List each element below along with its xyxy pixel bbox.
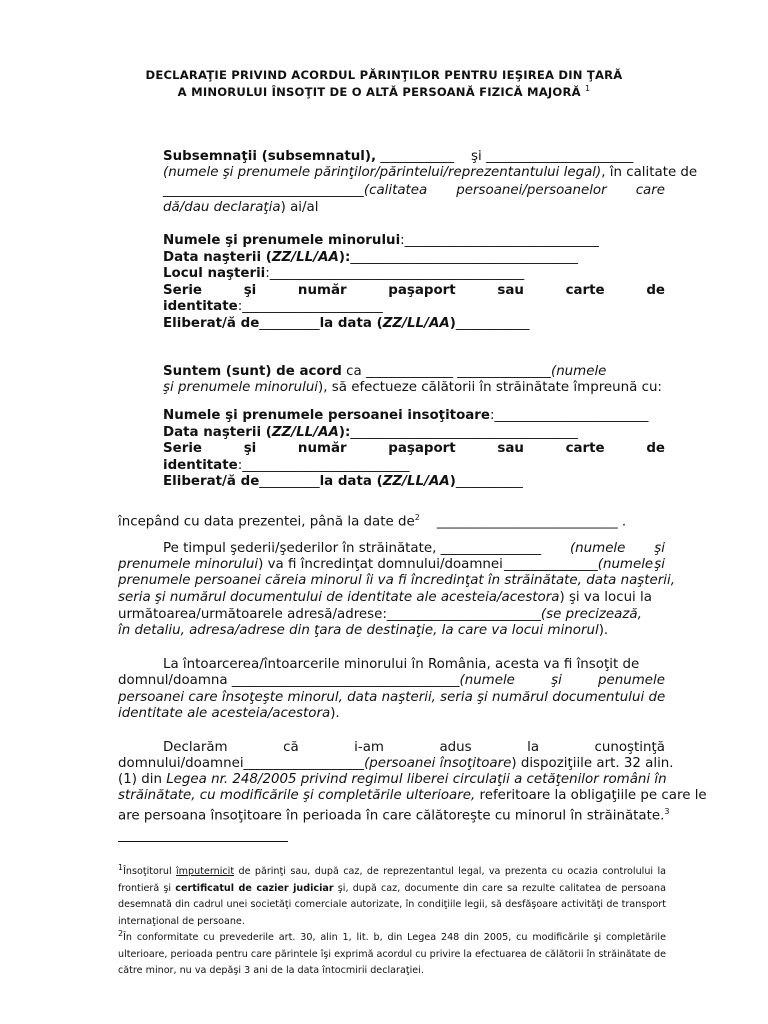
agree-hint-2: şi prenumele minorului bbox=[163, 380, 319, 395]
parent-name-blank-1[interactable]: ___________ bbox=[380, 149, 455, 164]
document-title-line-1: DECLARAŢIE PRIVIND ACORDUL PĂRINŢILOR PENTRU IEŞIREA DIN ŢARĂ bbox=[145, 68, 623, 82]
minor-name-label: Numele şi prenumele minorului bbox=[163, 233, 401, 248]
declare-law-title-2: străinătate, cu modificările şi completările ulterioare, bbox=[118, 788, 476, 803]
declare-companion-blank[interactable]: __________________ bbox=[243, 756, 365, 771]
declare-footnote-ref: 3 bbox=[664, 807, 670, 816]
in-capacity-text: , în calitate de bbox=[601, 165, 698, 180]
return-line-1: La întoarcerea/întoarcerile minorului în România, acesta va fi însoţit de bbox=[163, 657, 640, 672]
declare-obligations-text: referitoare la obligaţiile pe care le bbox=[475, 788, 707, 803]
carte-word: carte bbox=[565, 441, 605, 456]
declare-word-5: la bbox=[527, 740, 540, 755]
subsemnatii-label: Subsemnaţii (subsemnatul), bbox=[163, 149, 377, 164]
return-end: ). bbox=[330, 706, 340, 721]
declare-line-5 bbox=[118, 804, 669, 824]
title-line-2-text: A MINORULUI ÎNSOŢIT DE O ALTĂ PERSOANĂ FIZICĂ MAJORĂ bbox=[177, 84, 581, 99]
stay-live-text: ) şi va locui la bbox=[559, 590, 652, 605]
companion-dob-field[interactable] bbox=[163, 425, 578, 441]
footnote-2-mark: 2 bbox=[118, 929, 124, 938]
companion-serie-row bbox=[163, 441, 665, 457]
serie-word: Serie bbox=[163, 283, 203, 298]
companion-dob-blank[interactable]: __________________________________ bbox=[350, 425, 578, 440]
companion-id-blank[interactable]: :_________________________ bbox=[237, 458, 410, 473]
capacity-blank[interactable]: ______________________________(calitatea bbox=[163, 183, 428, 198]
minor-pob-label: Locul naşterii bbox=[163, 266, 266, 281]
stay-end: ). bbox=[598, 623, 609, 638]
stay-address-hint-2: în detaliu, adresa/adrese din ţara de destinaţie, la care va locui minorul bbox=[118, 623, 599, 638]
agree-line-2 bbox=[163, 380, 662, 396]
intro-line-2 bbox=[163, 165, 697, 181]
declare-dom-label: domnului/doamnei bbox=[118, 756, 244, 771]
minor-issued-label: Eliberat/ă de bbox=[163, 316, 260, 331]
companion-issued-label: Eliberat/ă de bbox=[163, 474, 260, 489]
stay-hint-id: seria şi numărul documentului de identitate ale acesteia/acestora bbox=[118, 590, 560, 605]
agree-travel-text: ), să efectueze călătorii în străinătate împreună cu: bbox=[318, 380, 662, 395]
de-word: de bbox=[646, 441, 665, 456]
footnote-1-mark: 1 bbox=[118, 863, 124, 872]
return-hint-id: identitate ale acesteia/acestora bbox=[118, 706, 331, 721]
stay-line-5 bbox=[118, 607, 642, 623]
ca-word: ca bbox=[341, 364, 366, 379]
footnote-1-record: certificatul de cazier judiciar bbox=[175, 882, 334, 894]
period-end-date-blank[interactable]: ___________________________ . bbox=[436, 514, 627, 530]
minor-name-field[interactable] bbox=[163, 233, 599, 249]
footnote-1: $^1$Însoţitorul împuternicit de părinţi sau, după caz, de reprezentantul legal, va prezenta cu ocazia controlului la frontieră şi certificatul de cazier judiciar şi, după caz, documente din care sa rezulte calitatea de persoana desemnată din cadrul unei societăţi comerciale autorizate, în condiţiile legii, să desfăşoare activităţi de transport internaţional de persoane. bbox=[118, 863, 667, 927]
pasaport-word: paşaport bbox=[388, 441, 456, 456]
companion-id-label: identitate bbox=[163, 458, 238, 473]
intro-line-1 bbox=[163, 149, 633, 165]
stay-hint-numele: (numele bbox=[569, 541, 626, 556]
agree-label: Suntem (sunt) de acord bbox=[163, 364, 342, 379]
and-word: şi bbox=[471, 149, 482, 164]
intro-line-3 bbox=[163, 183, 665, 199]
capacity-hint-b: persoanei/persoanelor bbox=[456, 183, 607, 198]
agree-hint-1: (numele bbox=[550, 364, 607, 379]
minor-dob-field[interactable] bbox=[163, 250, 578, 266]
minor-issued-by-blank[interactable]: _________ bbox=[259, 316, 320, 331]
footnote-1-empowered: împuternicit bbox=[176, 866, 235, 878]
declare-line-3 bbox=[118, 772, 667, 788]
stay-address-hint: (se precizează, bbox=[540, 607, 642, 622]
declare-word-4: adus bbox=[439, 740, 472, 755]
minor-issued-date-label: la data (ZZ/LL/AA) bbox=[319, 316, 456, 331]
declare-word-1: Declarăm bbox=[163, 740, 228, 755]
period-footnote-ref: 2 bbox=[414, 513, 420, 522]
minor-pob-field[interactable] bbox=[163, 266, 524, 282]
agree-line-1 bbox=[163, 364, 606, 380]
declare-word-6: cunoştinţă bbox=[594, 740, 665, 755]
return-line-2 bbox=[118, 673, 665, 689]
stay-line-2 bbox=[118, 557, 665, 573]
pasaport-word: paşaport bbox=[388, 283, 456, 298]
stay-line-1 bbox=[163, 541, 665, 557]
minor-name-blank[interactable]: :_____________________________ bbox=[400, 233, 599, 248]
agree-minor-blank[interactable]: _____________ ______________ bbox=[365, 364, 551, 379]
companion-id-field[interactable] bbox=[163, 458, 410, 474]
si-word: şi bbox=[243, 283, 257, 298]
minor-issued-field[interactable] bbox=[163, 316, 529, 332]
intro-line-4 bbox=[163, 200, 318, 216]
declare-line-1 bbox=[163, 740, 665, 756]
minor-dob-label: Data naşterii (ZZ/LL/AA): bbox=[163, 250, 351, 265]
return-hint-si: şi bbox=[551, 673, 562, 688]
declare-end-text: are persoana însoţitoare în perioada în care călătoreşte cu minorul în străinătate. bbox=[118, 808, 665, 824]
numar-word: număr bbox=[297, 441, 347, 456]
stay-minor-blank[interactable]: _______________ bbox=[440, 541, 542, 556]
numar-word: număr bbox=[297, 283, 347, 298]
return-companion-blank[interactable]: __________________________________ bbox=[231, 673, 460, 688]
stay-hint-si-2: şi bbox=[654, 557, 665, 572]
document-title-line-2 bbox=[0, 84, 768, 99]
declare-word-2: că bbox=[283, 740, 299, 755]
minor-dob-blank[interactable]: __________________________________ bbox=[350, 250, 578, 265]
companion-issued-by-blank[interactable]: _________ bbox=[259, 474, 320, 489]
return-line-4 bbox=[118, 706, 340, 722]
companion-issued-date-label: la data (ZZ/LL/AA) bbox=[319, 474, 456, 489]
minor-id-field[interactable] bbox=[163, 299, 383, 315]
stay-companion-blank[interactable]: ______________(numele bbox=[504, 557, 654, 572]
ai-al-text: ) ai/al bbox=[280, 200, 319, 215]
return-text-2: domnul/doamna __________________________________(numele bbox=[118, 673, 515, 688]
declare-companion-hint: (persoanei însoţitoare bbox=[364, 756, 512, 771]
minor-id-label: identitate bbox=[163, 299, 238, 314]
parent-name-blank-2[interactable]: ______________________ bbox=[486, 149, 634, 164]
companion-name-field[interactable] bbox=[163, 408, 649, 424]
sau-word: sau bbox=[497, 441, 524, 456]
stay-line-3: prenumele persoanei căreia minorul îi va fi încredinţat în străinătate, data naşterii, bbox=[118, 573, 675, 588]
stay-line-6 bbox=[118, 623, 608, 639]
title-footnote-ref: 1 bbox=[585, 84, 591, 93]
serie-word: Serie bbox=[163, 441, 203, 456]
minor-serie-row bbox=[163, 283, 665, 299]
companion-dob-label: Data naşterii (ZZ/LL/AA): bbox=[163, 425, 351, 440]
de-word: de bbox=[646, 283, 665, 298]
capacity-hint-c: care bbox=[635, 183, 665, 198]
minor-issued-date-blank[interactable]: ___________ bbox=[455, 316, 530, 331]
companion-name-label: Numele şi prenumele persoanei insoţitoare bbox=[163, 408, 490, 423]
return-line-3: persoanei care însoţeşte minorul, data naşterii, seria şi numărul documentului de bbox=[118, 690, 666, 705]
carte-word: carte bbox=[565, 283, 605, 298]
footnote-2: $^2$În conformitate cu prevederile art. 30, alin 1, lit. b, din Legea 248 din 2005, cu modificările şi completările ulterioare, perioada pentru care părintele îşi exprimă acordul cu privire la efectuarea de călătorii în străinătate de către minor, nu va depăşi 3 ani de la data întocmirii declaraţiei. bbox=[118, 929, 666, 977]
sau-word: sau bbox=[497, 283, 524, 298]
stay-address-blank[interactable]: _______________________ bbox=[386, 607, 541, 622]
declare-art-text: ) dispoziţiile art. 32 alin. bbox=[511, 756, 674, 771]
stay-text-2: prenumele minorului) va fi încredinţat domnului/doamnei bbox=[118, 557, 503, 572]
declare-from-text: (1) din bbox=[118, 772, 167, 787]
stay-hint-si: şi bbox=[654, 541, 665, 556]
si-word: şi bbox=[243, 441, 257, 456]
declare-law-title: Legea nr. 248/2005 privind regimul liberei circulaţii a cetăţenilor români în bbox=[166, 772, 667, 787]
declare-word-3: i-am bbox=[354, 740, 384, 755]
period-line bbox=[118, 510, 626, 530]
footnote-separator bbox=[118, 841, 288, 842]
parents-names-hint: (numele şi prenumele părinţilor/părintelui/reprezentantului legal) bbox=[163, 165, 602, 180]
minor-pob-blank[interactable]: :______________________________________ bbox=[265, 266, 525, 281]
stay-address-label: următoarea/următoarele adresă/adrese: bbox=[118, 607, 387, 622]
companion-issued-field[interactable] bbox=[163, 474, 523, 490]
declarant-hint: dă/dau declaraţia bbox=[163, 200, 281, 215]
minor-id-blank[interactable]: :_____________________ bbox=[237, 299, 383, 314]
declare-line-2 bbox=[118, 756, 674, 772]
declare-line-4 bbox=[118, 788, 707, 804]
companion-issued-date-blank[interactable]: __________ bbox=[455, 474, 523, 489]
companion-name-blank[interactable]: :_______________________ bbox=[490, 408, 649, 423]
stay-line-4 bbox=[118, 590, 652, 606]
return-hint-penumele: penumele bbox=[598, 673, 665, 688]
stay-text-1: Pe timpul şederii/şederilor în străinătate, _______________ bbox=[163, 541, 542, 556]
period-text: începând cu data prezentei, până la date de bbox=[118, 514, 415, 530]
